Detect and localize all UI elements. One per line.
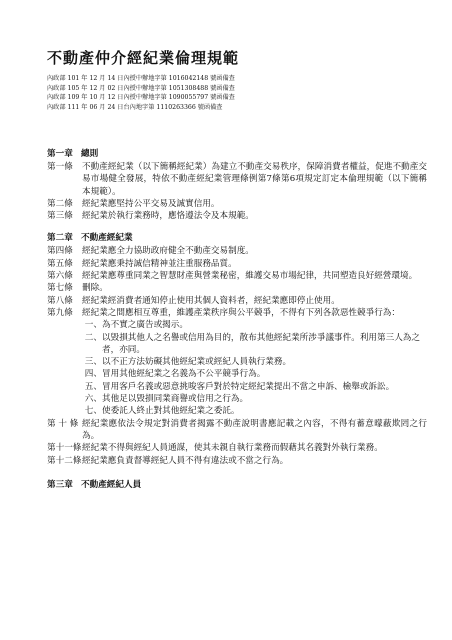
article [47,270,427,282]
article-label: 第五條 [47,258,73,269]
article-text: 經紀業應負責督導經紀人員不得有違法或不當之行為。 [82,455,289,466]
document-body [47,148,427,492]
item-number: 六、 [84,394,102,405]
article [47,258,427,270]
approval-reference: 內政部 101 年 12 月 14 日內授中辦地字第 1016042148 號函備查 [47,75,235,82]
item-number: 五、 [84,381,102,392]
list-item [82,356,427,368]
list-item [82,332,427,357]
article-text: 經紀業於執行業務時，應恪遵法令及本規範。 [82,211,254,222]
article9-item-list [82,319,427,417]
article [47,307,427,319]
article-text: 經紀業應尊重同業之智慧財產與營業秘密，維護交易市場紀律，共同塑造良好經營環境。 [82,271,418,282]
article [47,455,427,467]
approval-references [47,74,235,112]
article [47,245,427,257]
article-label: 第一條 [47,162,73,172]
item-text: 以不正方法妨礙其他經紀業或經紀人員執行業務。 [102,357,292,368]
list-item [82,319,427,331]
approval-reference: 內政部 111 年 06 月 24 日台內地字第 1110263366 號函備查 [47,103,223,111]
chapter-name: 不動產經紀人員 [81,479,142,490]
article-label: 第二條 [47,198,73,209]
article-label: 第七條 [47,283,73,294]
article-label: 第三條 [47,211,73,222]
item-text: 其他足以毀損同業商譽或信用之行為。 [102,394,249,405]
article-label: 第十二條 [47,455,82,466]
chapter-heading [47,232,427,245]
article [47,418,427,443]
article-text: 不動產經紀業（以下簡稱經紀業）為建立不動產交易秩序，保障消費者權益，促進不動產交易市場健全發展，特依不動產經紀業管理條例第7條第6項規定訂定本倫理規範（以下簡稱本規範）。 [82,162,427,197]
article-label: 第十一條 [47,443,82,454]
article-text: 經紀業應堅持公平交易及誠實信用。 [82,198,220,209]
item-text: 以毀損其他人之名譽或信用為目的，散布其他經紀業所涉爭議事件。利用第三人為之者，亦同。 [102,332,420,355]
document-title: 不動產仲介經紀業倫理規範 [47,49,240,67]
article [47,161,427,198]
item-number: 三、 [84,357,102,368]
list-item [82,405,427,417]
list-item [82,393,427,405]
article-text: 經紀業經消費者通知停止使用其個人資料者，經紀業應即停止使用。 [82,295,340,306]
list-item [82,368,427,380]
article [47,295,427,307]
article-label: 第 十 條 [47,418,79,429]
item-number: 二、 [84,332,102,343]
item-text: 冒用客戶名義或惡意挑唆客戶對於特定經紀業提出不當之申訴、檢舉或訴訟。 [102,381,395,392]
approval-reference: 內政部 105 年 12 月 02 日內授中辦地字第 1051308488 號函備查 [47,84,235,92]
article-text: 經紀業不得與經紀人員通謀，使其未親自執行業務而假藉其名義對外執行業務。 [82,443,383,454]
article [47,210,427,222]
article-text: 經紀業應全力協助政府健全不動產交易制度。 [82,246,254,257]
item-number: 四、 [84,369,102,380]
chapter-name: 不動產經紀業 [81,233,133,244]
article [47,198,427,210]
article-text: 經紀業應秉持誠信精神並注重服務品質。 [82,258,237,269]
article-label: 第四條 [47,246,73,257]
approval-reference: 內政部 109 年 10 月 12 日內授中辦地字第 1090055797 號函備查 [47,94,235,102]
item-text: 使委託人終止對其他經紀業之委託。 [102,406,240,417]
list-item [82,381,427,393]
chapter-name: 總則 [81,149,99,159]
article-text: 經紀業之間應相互尊重，維護產業秩序與公平競爭，不得有下列各款惡性競爭行為： [82,307,400,318]
article [47,282,427,294]
chapter-label: 第三章 [47,479,73,490]
chapter-heading [47,479,427,492]
article-text: 刪除。 [82,283,108,294]
item-number: 七、 [84,406,102,417]
item-text: 為不實之廣告或揭示。 [102,320,188,331]
article-label: 第六條 [47,271,73,282]
chapter-heading [47,148,427,161]
item-text: 冒用其他經紀業之名義為不公平競爭行為。 [102,369,266,380]
chapter-label: 第二章 [47,233,73,244]
item-number: 一、 [84,320,102,331]
article-label: 第八條 [47,295,73,306]
chapter-label: 第一章 [47,149,73,159]
article-label: 第九條 [47,307,73,318]
article [47,442,427,454]
article-text: 經紀業應依法令規定對消費者揭露不動產說明書應記載之內容，不得有蓄意曚蔽欺罔之行為。 [82,418,427,441]
